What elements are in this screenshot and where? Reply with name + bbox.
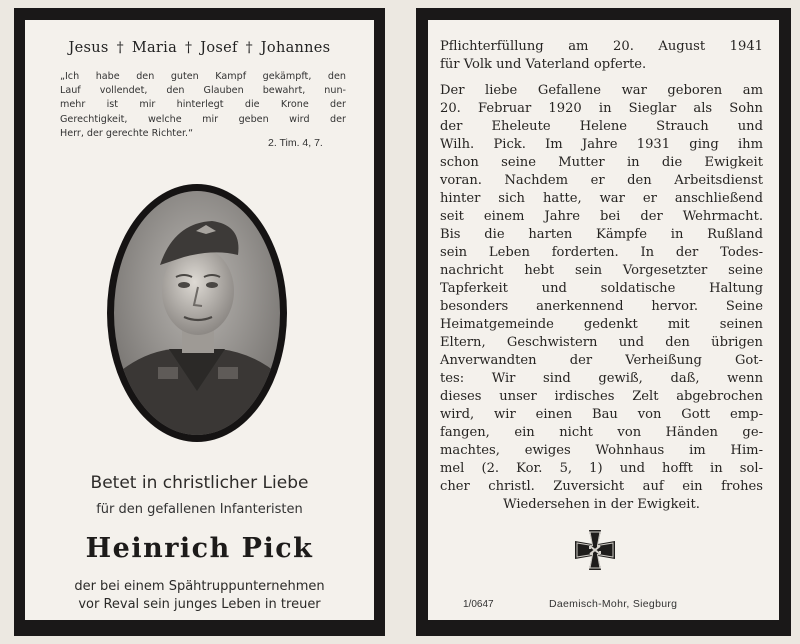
quote-line: „Ich habe den guten Kampf gekämpft, den: [60, 71, 346, 82]
death-line-2: vor Reval sein junges Leben in treuer: [78, 597, 321, 612]
quote-line: Lauf vollendet, den Glauben bewahrt, nun-: [60, 85, 346, 97]
text-line: Wilh. Pick. Im Jahre 1931 ging ihm: [440, 137, 763, 152]
text-line: der Eheleute Helene Strauch und: [440, 119, 763, 134]
text-line: machtes, ewiges Wohnhaus im Him-: [440, 443, 763, 458]
soldier-portrait: [114, 191, 280, 435]
saint-name: Jesus: [68, 40, 109, 56]
text-line: Pflichterfüllung am 20. August 1941: [440, 39, 763, 54]
death-line-1: der bei einem Spähtruppunternehmen: [74, 579, 325, 594]
quote-line: Herr, der gerechte Richter.“: [60, 127, 194, 139]
text-line: Wiedersehen in der Ewigkeit.: [503, 497, 700, 512]
saint-name: Josef: [200, 40, 238, 56]
saint-name: Johannes: [260, 40, 331, 56]
text-line: Heimatgemeinde gedenkt mit seinen: [440, 317, 763, 332]
scripture-quote: [60, 70, 346, 141]
saints-heading: [25, 40, 374, 56]
prayer-line-1: Betet in christlicher Liebe: [90, 473, 309, 493]
text-line: voran. Nachdem er den Arbeitsdienst: [440, 173, 763, 188]
text-line: fangen, ein nicht von Händen ge-: [440, 425, 763, 440]
text-line: cher christl. Zuversicht auf ein frohes: [440, 479, 763, 494]
cross-symbol: †: [184, 40, 193, 56]
portrait-image: [114, 191, 280, 435]
text-line: Anverwandten der Verheißung Got-: [440, 353, 763, 368]
printer-name: Daemisch-Mohr, Siegburg: [549, 598, 678, 610]
prayer-line-2: für den gefallenen Infanteristen: [96, 502, 303, 517]
text-line: Tapferkeit und soldatische Haltung: [440, 281, 763, 296]
quote-line: mehr ist mir hinterlegt die Krone der: [60, 99, 346, 111]
iron-cross-icon: [573, 528, 617, 572]
text-line: schon seine Mutter in die Ewigkeit: [440, 155, 763, 170]
deceased-name: Heinrich Pick: [85, 533, 314, 564]
saint-name: Maria: [131, 40, 178, 56]
text-line: seit einem Jahre bei der Wehrmacht.: [440, 209, 763, 224]
text-line: besonders anerkennend hervor. Seine: [440, 299, 763, 314]
text-line: nachricht hebt sein Vorgesetzter seine: [440, 263, 763, 278]
quote-line: Gerechtigkeit, welche mir geben wird der: [60, 113, 346, 125]
text-line: Bis die harten Kämpfe in Rußland: [440, 227, 763, 242]
text-line: mel (2. Kor. 5, 1) und hofft in sol-: [440, 461, 763, 476]
cross-symbol: †: [116, 40, 124, 56]
text-line: dieses unser irdisches Zelt abgebrochen: [440, 389, 763, 404]
text-line: wird, wir einen Bau von Gott emp-: [440, 407, 763, 422]
text-line: für Volk und Vaterland opferte.: [440, 57, 647, 72]
text-line: Eltern, Geschwistern und den übrigen: [440, 335, 763, 350]
quote-reference: 2. Tim. 4, 7.: [268, 137, 323, 149]
text-line: hinter sich hatte, war er anschließend: [440, 191, 763, 206]
text-line: tes: Wir sind gewiß, daß, wenn: [440, 371, 763, 386]
cross-symbol: †: [245, 40, 253, 56]
print-code: 1/0647: [463, 599, 494, 610]
text-line: 20. Februar 1920 in Sieglar als Sohn: [440, 101, 763, 116]
text-line: sein Leben forderten. In der Todes-: [440, 245, 763, 260]
text-line: Der liebe Gefallene war geboren am: [440, 83, 763, 98]
